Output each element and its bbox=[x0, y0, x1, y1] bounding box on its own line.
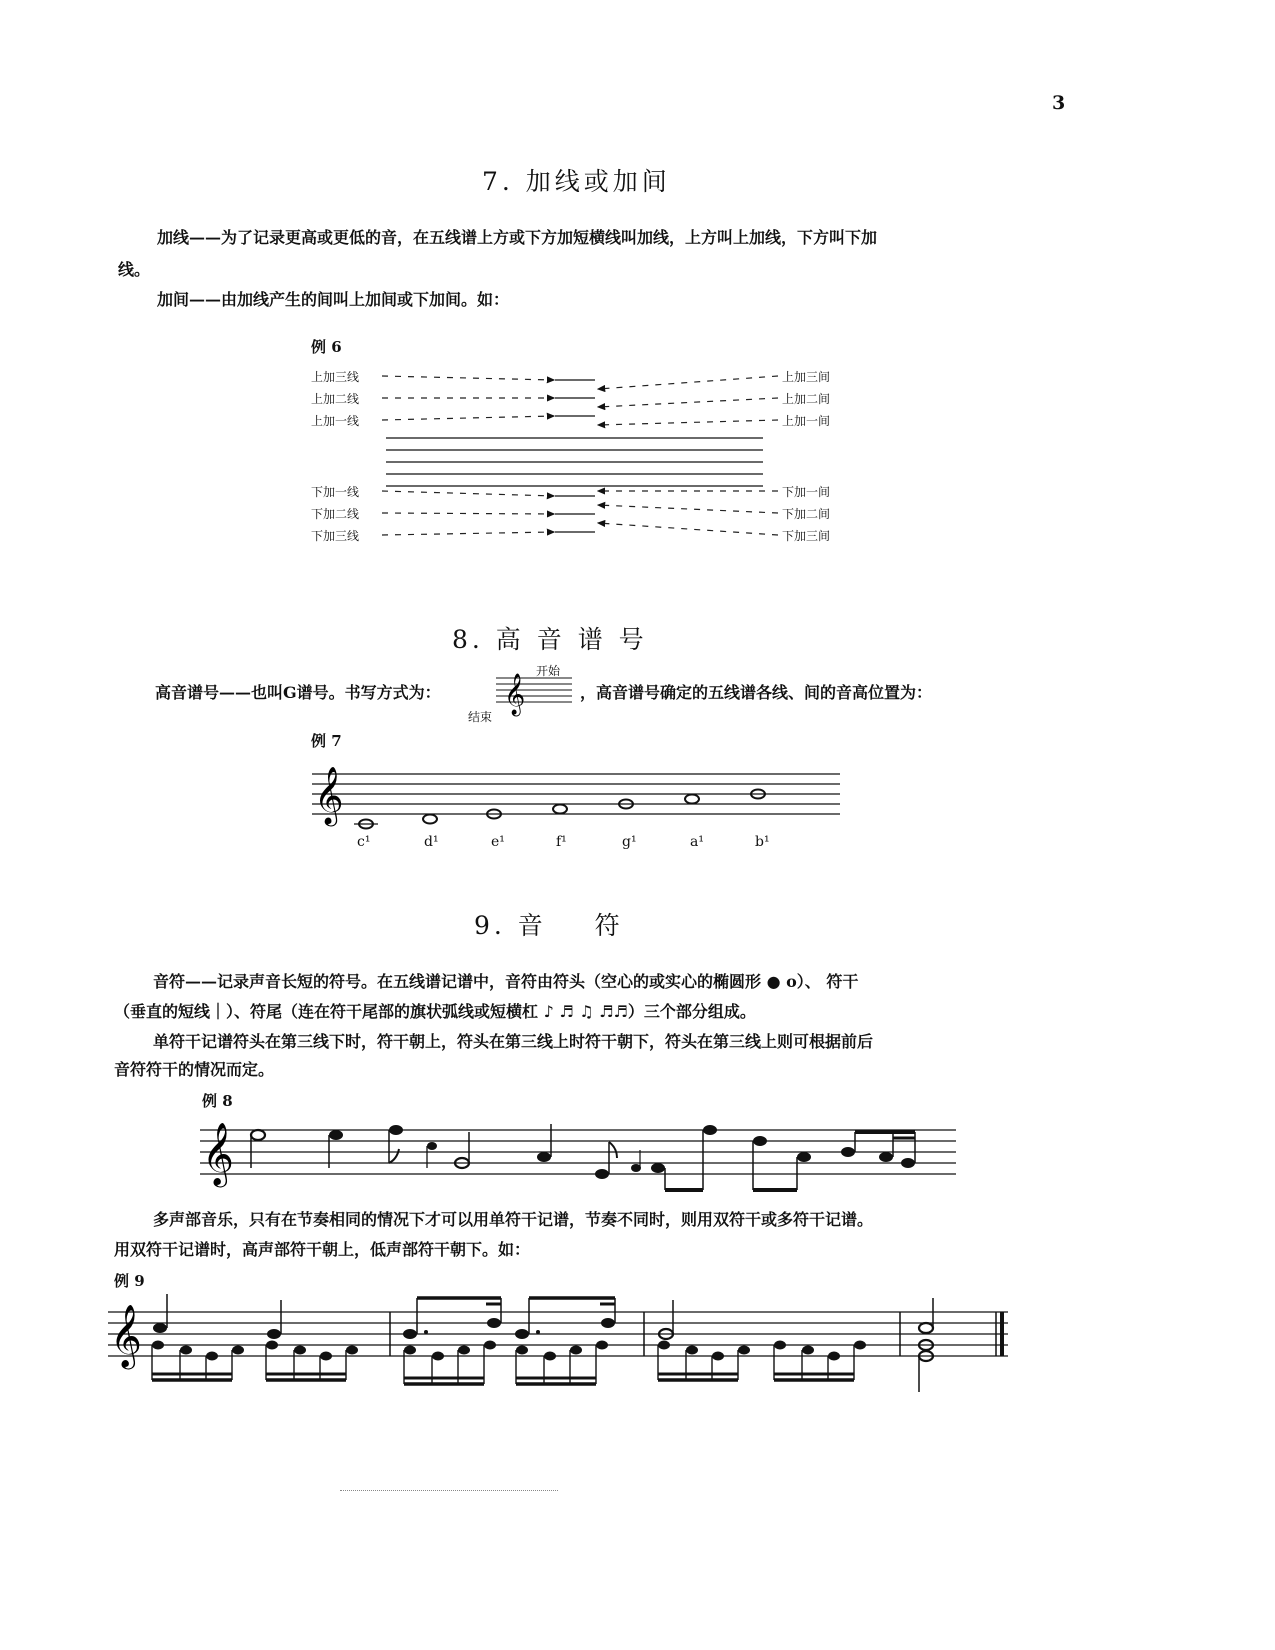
example-9-staff-svg bbox=[108, 1290, 1028, 1400]
treble-clef-icon: 𝄞 bbox=[314, 766, 344, 824]
right-label-lower-3: 下加三间 bbox=[782, 529, 831, 543]
note-name-b1: b¹ bbox=[755, 834, 770, 850]
right-label-upper-2: 上加二间 bbox=[782, 392, 831, 406]
note bbox=[841, 1147, 855, 1157]
sixteenth-group bbox=[658, 1341, 750, 1381]
left-label-upper-2: 上加二线 bbox=[311, 392, 360, 406]
section-8-paragraph-start: 高音谱号——也叫G谱号。书写方式为： bbox=[155, 683, 441, 702]
sixteenth-group bbox=[152, 1341, 244, 1381]
note-a1 bbox=[685, 795, 699, 804]
arrow bbox=[382, 532, 554, 535]
example-7-label: 例 7 bbox=[311, 732, 342, 750]
note-name-e1: e¹ bbox=[491, 834, 505, 850]
note bbox=[919, 1323, 933, 1333]
section-7-heading: 7. 加线或加间 bbox=[482, 167, 671, 196]
arrow bbox=[382, 513, 554, 514]
example-8-staff-svg bbox=[200, 1110, 980, 1200]
note bbox=[267, 1329, 281, 1339]
left-label-lower-2: 下加二线 bbox=[311, 507, 360, 521]
note bbox=[901, 1158, 915, 1168]
example-6-label: 例 6 bbox=[311, 338, 342, 356]
section-9-paragraph-1-line-2: （垂直的短线｜）、符尾（连在符干尾部的旗状弧线或短横杠 ♪ ♬ ♫ ♬♬）三个部分组成。 bbox=[114, 1002, 756, 1021]
arrow bbox=[598, 376, 778, 389]
example-9-label: 例 9 bbox=[114, 1272, 145, 1290]
right-label-upper-1: 上加一间 bbox=[782, 414, 831, 428]
treble-clef-icon: 𝄞 bbox=[110, 1304, 142, 1367]
note-name-d1: d¹ bbox=[424, 834, 439, 850]
note bbox=[153, 1323, 167, 1333]
treble-clef-icon: 𝄞 bbox=[504, 674, 526, 715]
page-number: 3 bbox=[1052, 92, 1066, 114]
section-9-paragraph-3-line-2: 用双符干记谱时，高声部符干朝上，低声部符干朝下。如： bbox=[114, 1240, 531, 1259]
section-9-paragraph-3-line-1: 多声部音乐，只有在节奏相同的情况下才可以用单符干记谱，节奏不同时，则用双符干或多符干记谱。 bbox=[153, 1210, 874, 1229]
right-label-lower-1: 下加一间 bbox=[782, 485, 831, 499]
arrow bbox=[382, 416, 554, 420]
note-f1 bbox=[553, 805, 567, 814]
clef-writing-diagram bbox=[496, 670, 576, 720]
note-name-a1: a¹ bbox=[690, 834, 704, 850]
right-label-upper-3: 上加三间 bbox=[782, 370, 831, 384]
note bbox=[329, 1130, 343, 1140]
example-7-staff-svg bbox=[312, 760, 872, 830]
right-label-lower-2: 下加二间 bbox=[782, 507, 831, 521]
section-8-heading: 8. 高 音 谱 号 bbox=[452, 625, 648, 654]
section-9-paragraph-2-line-1: 单符干记谱符头在第三线下时，符干朝上，符头在第三线上时符干朝下，符头在第三线上则可根据前后 bbox=[153, 1032, 874, 1051]
note bbox=[651, 1163, 665, 1173]
sixteenth-group bbox=[404, 1341, 496, 1385]
upper-beam-group bbox=[515, 1298, 615, 1339]
note bbox=[595, 1169, 609, 1179]
note bbox=[537, 1152, 551, 1162]
arrow bbox=[382, 376, 554, 380]
note-d1 bbox=[423, 815, 437, 824]
note bbox=[389, 1125, 403, 1135]
section-9-paragraph-1-line-1: 音符——记录声音长短的符号。在五线谱记谱中，音符由符头（空心的或实心的椭圆形 ● o）、 符干 bbox=[153, 972, 859, 991]
note bbox=[879, 1152, 893, 1162]
note-name-f1: f¹ bbox=[556, 834, 567, 850]
note-name-g1: g¹ bbox=[622, 834, 637, 850]
sixteenth-group bbox=[774, 1341, 866, 1381]
arrow bbox=[598, 523, 778, 535]
sixteenth-group bbox=[516, 1341, 608, 1385]
clef-start-label: 开始 bbox=[536, 664, 561, 678]
left-label-lower-1: 下加一线 bbox=[311, 485, 360, 499]
section-7-paragraph-2: 加间——由加线产生的间叫上加间或下加间。如： bbox=[157, 290, 510, 309]
arrow bbox=[598, 505, 778, 513]
section-9-heading: 9. 音 符 bbox=[474, 911, 624, 940]
sixteenth-group bbox=[266, 1341, 358, 1381]
arrow bbox=[598, 398, 778, 407]
left-label-upper-3: 上加三线 bbox=[311, 370, 360, 384]
scan-artifact bbox=[340, 1490, 558, 1493]
note-name-c1: c¹ bbox=[357, 834, 371, 850]
note bbox=[427, 1142, 437, 1150]
left-label-upper-1: 上加一线 bbox=[311, 414, 360, 428]
example-8-label: 例 8 bbox=[202, 1092, 233, 1110]
note bbox=[797, 1152, 811, 1162]
section-8-paragraph-end: ，高音谱号确定的五线谱各线、间的音高位置为： bbox=[580, 683, 933, 702]
section-9-paragraph-2-line-2: 音符符干的情况而定。 bbox=[114, 1060, 275, 1079]
arrow bbox=[382, 491, 554, 496]
arrow bbox=[598, 420, 778, 425]
section-7-paragraph-1-line-2: 线。 bbox=[118, 260, 151, 279]
note bbox=[251, 1130, 265, 1140]
note bbox=[703, 1125, 717, 1135]
section-7-paragraph-1-line-1: 加线——为了记录更高或更低的音，在五线谱上方或下方加短横线叫加线，上方叫上加线，下方叫下加 bbox=[157, 228, 878, 247]
example-6-staff-svg bbox=[0, 0, 1275, 600]
upper-beam-group bbox=[403, 1298, 501, 1339]
left-label-lower-3: 下加三线 bbox=[311, 529, 360, 543]
note bbox=[753, 1136, 767, 1146]
treble-clef-icon: 𝄞 bbox=[202, 1122, 234, 1185]
clef-end-label: 结束 bbox=[468, 710, 493, 724]
